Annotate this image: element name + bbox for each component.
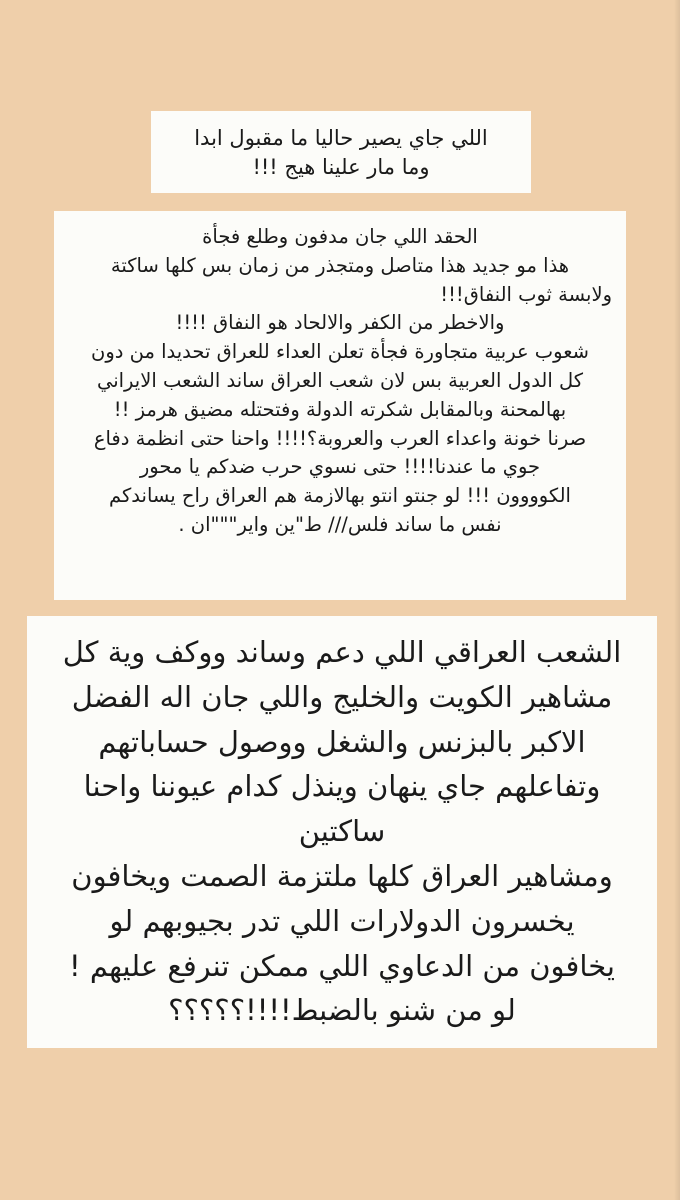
text-line: جوي ما عندنا!!!! حتى نسوي حرب ضدكم يا محور: [139, 455, 541, 479]
text-line: يخافون من الدعاوي اللي ممكن تنرفع عليهم !: [69, 948, 615, 983]
text-line: يخسرون الدولارات اللي تدر بجيوبهم لو: [109, 903, 575, 938]
text-line: نفس ما ساند فلس/// ط"ين واير"""ان .: [178, 512, 502, 536]
text-line: الكوووون !!! لو جنتو انتو بهالازمة هم العراق راح يساندكم: [109, 484, 571, 508]
text-line: بهالمحنة وبالمقابل شكرته الدولة وفتحتله مضيق هرمز !!: [113, 397, 567, 421]
text-line: لو من شنو بالضبط!!!!؟؟؟؟؟: [168, 993, 516, 1028]
text-line: ولابسة ثوب النفاق!!!: [440, 282, 612, 306]
text-line: الاكبر بالبزنس والشغل ووصول حساباتهم: [98, 724, 586, 759]
text-box-middle: [54, 211, 626, 600]
text-line: شعوب عربية متجاورة فجأة تعلن العداء للعراق تحديدا من دون: [91, 340, 589, 364]
text-line: الشعب العراقي اللي دعم وساند ووكف وية كل: [62, 635, 622, 669]
text-line: وما مار علينا هيج !!!: [252, 155, 430, 179]
text-box-bottom: [27, 616, 657, 1048]
text-line: صرنا خونة واعداء العرب والعروبة؟!!!! واحنا حتى انظمة دفاع: [93, 426, 587, 450]
text-line: ومشاهير العراق كلها ملتزمة الصمت ويخافون: [71, 858, 613, 893]
text-line: اللي جاي يصير حاليا ما مقبول ابدا: [194, 126, 488, 150]
text-line: والاخطر من الكفر والالحاد هو النفاق !!!!: [175, 311, 505, 335]
text-line: الحقد اللي جان مدفون وطلع فجأة: [202, 225, 478, 248]
text-line: هذا مو جديد هذا متاصل ومتجذر من زمان بس كلها ساكتة: [110, 253, 570, 277]
text-line: كل الدول العربية بس لان شعب العراق ساند الشعب الايراني: [96, 368, 584, 392]
text-line: مشاهير الكويت والخليج واللي جان اله الفضل: [71, 679, 613, 714]
text-box-top: [151, 111, 531, 193]
text-line: وتفاعلهم جاي ينهان وينذل كدام عيوننا واحنا: [83, 769, 601, 804]
text-line: ساكتين: [298, 814, 386, 849]
